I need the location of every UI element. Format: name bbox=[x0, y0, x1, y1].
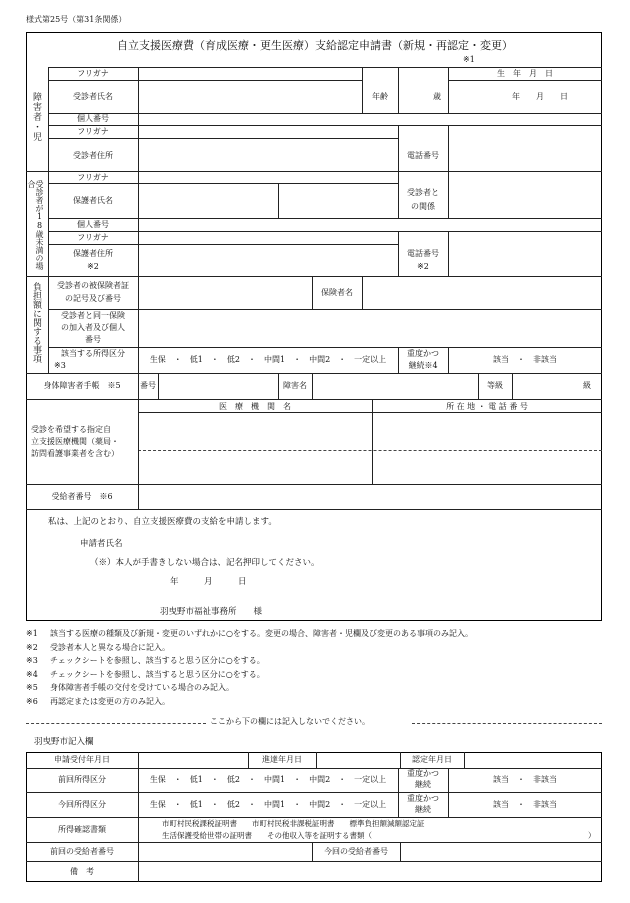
applicant-label: 申請者氏名 bbox=[80, 539, 123, 549]
note-mark: ※2 bbox=[26, 642, 38, 652]
patient-id-input[interactable] bbox=[139, 114, 601, 124]
recipient-label: 受給者番号 ※6 bbox=[51, 492, 113, 501]
progress-date-label: 進達年月日 bbox=[262, 755, 302, 764]
relation-label-1: 受診者と bbox=[407, 188, 439, 197]
separator-text: ここから下の欄には記入しないでください。 bbox=[210, 717, 370, 726]
seal-note: （※）本人が手書きしない場合は、記名押印してください。 bbox=[90, 558, 320, 568]
approval-date-label: 認定年月日 bbox=[412, 755, 452, 764]
institution-col-name: 医 療 機 関 名 bbox=[219, 402, 291, 411]
guardian-address-label: 保護者住所 bbox=[73, 249, 113, 258]
age-unit: 歳 bbox=[433, 92, 441, 101]
patient-name-input[interactable] bbox=[139, 81, 361, 112]
patient-id-label: 個人番号 bbox=[77, 114, 109, 123]
institution-name-input-2[interactable] bbox=[139, 451, 371, 483]
note-mark: ※6 bbox=[26, 696, 38, 706]
note-text: 受診者本人と異なる場合に記入。 bbox=[50, 642, 170, 652]
guardian-address-input[interactable] bbox=[139, 245, 397, 275]
curr-severe-options[interactable]: 該当 ・ 非該当 bbox=[493, 800, 557, 809]
guardian-side-label: 受診者が18歳未満の場合 bbox=[27, 180, 44, 270]
grade-unit: 級 bbox=[583, 381, 591, 390]
form-title: 自立支援医療費（育成医療・更生医療）支給認定申請書（新規・再認定・変更） bbox=[117, 39, 513, 52]
income-label-2: ※3 bbox=[54, 361, 66, 370]
prev-recipient-label: 前回の受給者番号 bbox=[50, 847, 114, 856]
note-mark: ※5 bbox=[26, 683, 38, 692]
patient-phone-input[interactable] bbox=[449, 126, 601, 170]
guardian-phone-note: ※2 bbox=[417, 262, 429, 271]
institution-address-input-2[interactable] bbox=[373, 451, 601, 483]
note-mark: ※4 bbox=[26, 669, 38, 679]
note-text: チェックシートを参照し、該当すると思う区分に○をする。 bbox=[50, 669, 265, 679]
note-text: チェックシートを参照し、該当すると思う区分に○をする。 bbox=[50, 656, 265, 665]
relation-label-2: の関係 bbox=[411, 202, 435, 211]
patient-address-furigana-label: フリガナ bbox=[77, 127, 109, 136]
patient-name-label: 受診者氏名 bbox=[73, 92, 113, 101]
institution-label-3: 訪問看護事業者を含む） bbox=[31, 449, 119, 458]
age-label: 年齢 bbox=[372, 92, 388, 101]
note-text: 該当する医療の種類及び新規・変更のいずれかに○をする。変更の場合、障害者・児欄及び変更のある事項のみ記入。 bbox=[50, 629, 473, 638]
income-options[interactable]: 生保 ・ 低1 ・ 低2 ・ 中間1 ・ 中間2 ・ 一定以上 bbox=[149, 355, 387, 364]
remarks-input[interactable] bbox=[139, 862, 601, 881]
institution-address-input-1[interactable] bbox=[373, 413, 601, 449]
grade-label: 等級 bbox=[487, 381, 503, 390]
curr-severe-2: 継続 bbox=[415, 805, 431, 814]
guardian-phone-label: 電話番号 bbox=[407, 249, 439, 258]
prev-income-options[interactable]: 生保 ・ 低1 ・ 低2 ・ 中間1 ・ 中間2 ・ 一定以上 bbox=[149, 775, 387, 784]
disability-input[interactable] bbox=[313, 374, 477, 398]
dob-value[interactable]: 年 月 日 bbox=[512, 92, 568, 101]
note-mark: ※3 bbox=[26, 656, 38, 665]
guardian-name-label: 保護者氏名 bbox=[73, 196, 113, 205]
disability-label: 障害名 bbox=[283, 381, 307, 390]
insurer-input[interactable] bbox=[363, 277, 601, 308]
burden-side-label: 負担額に関する事項 bbox=[31, 282, 41, 363]
curr-recipient-label: 今回の受給者番号 bbox=[324, 847, 388, 856]
note-mark: ※1 bbox=[26, 629, 38, 638]
income-docs-label: 所得確認書類 bbox=[58, 825, 106, 834]
applicant-name-input[interactable] bbox=[140, 535, 440, 551]
insurance-input[interactable] bbox=[139, 277, 311, 308]
declaration-date[interactable]: 年 月 日 bbox=[170, 577, 247, 587]
insurer-label: 保険者名 bbox=[321, 288, 353, 297]
patient-furigana-input[interactable] bbox=[139, 68, 361, 79]
guardian-id-label: 個人番号 bbox=[77, 220, 109, 229]
doc-line-1[interactable]: 市町村民税課税証明書 市町村民税非課税証明書 標準負担額減額認定証 bbox=[162, 819, 425, 828]
note-text: 身体障害者手帳の交付を受けている場合のみ記入。 bbox=[50, 683, 234, 692]
insurance-label-2: の記号及び番号 bbox=[65, 294, 121, 303]
institution-label-2: 立支援医療機関（薬局・ bbox=[31, 437, 119, 446]
prev-income-label: 前回所得区分 bbox=[58, 775, 106, 784]
note-text: 再認定または変更の方のみ記入。 bbox=[50, 696, 170, 706]
same-insurance-input[interactable] bbox=[139, 310, 601, 346]
guardian-name-input[interactable] bbox=[139, 184, 277, 217]
doc-close: ） bbox=[588, 831, 596, 840]
guardian-furigana-label: フリガナ bbox=[77, 173, 109, 182]
dob-header: 生 年 月 日 bbox=[497, 69, 553, 78]
curr-income-options[interactable]: 生保 ・ 低1 ・ 低2 ・ 中間1 ・ 中間2 ・ 一定以上 bbox=[149, 800, 387, 809]
addressee: 羽曳野市福祉事務所 様 bbox=[160, 607, 263, 617]
guardian-address-furigana-label: フリガナ bbox=[77, 233, 109, 242]
office-heading: 羽曳野市記入欄 bbox=[34, 737, 94, 747]
prev-recipient-input[interactable] bbox=[139, 843, 311, 860]
handbook-number-label: 番号 bbox=[140, 381, 156, 390]
same-insurance-2: の加入者及び個人 bbox=[61, 323, 125, 332]
severe-label-1: 重度かつ bbox=[407, 349, 439, 358]
approval-date-input[interactable] bbox=[465, 753, 601, 767]
curr-recipient-input[interactable] bbox=[401, 843, 601, 860]
guardian-address-note: ※2 bbox=[87, 262, 99, 271]
same-insurance-3: 番号 bbox=[85, 335, 101, 344]
patient-furigana-label: フリガナ bbox=[77, 69, 109, 78]
insurance-label-1: 受診者の被保険者証 bbox=[57, 281, 129, 290]
relation-input[interactable] bbox=[449, 172, 601, 217]
guardian-id-input[interactable] bbox=[139, 219, 601, 230]
title-note: ※1 bbox=[463, 55, 475, 64]
prev-severe-1: 重度かつ bbox=[407, 769, 439, 778]
handbook-label: 身体障害者手帳 ※5 bbox=[43, 381, 121, 390]
declaration-statement: 私は、上記のとおり、自立支援医療費の支給を申請します。 bbox=[48, 517, 277, 527]
patient-phone-label: 電話番号 bbox=[407, 151, 439, 160]
guardian-phone-input[interactable] bbox=[449, 232, 601, 275]
age-input[interactable] bbox=[399, 68, 433, 112]
handbook-number-input[interactable] bbox=[159, 374, 277, 398]
doc-line-2[interactable]: 生活保護受給世帯の証明書 その他収入等を証明する書類（ bbox=[162, 831, 372, 840]
curr-income-label: 今回所得区分 bbox=[58, 800, 106, 809]
prev-severe-2: 継続 bbox=[415, 780, 431, 789]
curr-severe-1: 重度かつ bbox=[407, 794, 439, 803]
same-insurance-1: 受診者と同一保険 bbox=[61, 311, 125, 320]
received-date-label: 申請受付年月日 bbox=[54, 755, 110, 764]
patient-address-label: 受診者住所 bbox=[73, 151, 113, 160]
remarks-label: 備 考 bbox=[70, 867, 94, 876]
income-label-1: 該当する所得区分 bbox=[61, 349, 125, 358]
received-date-input[interactable] bbox=[139, 753, 247, 767]
patient-side-label: 障害者・児 bbox=[31, 92, 41, 142]
institution-col-address: 所 在 地 ・ 電 話 番 号 bbox=[446, 402, 528, 411]
institution-label-1: 受診を希望する指定自 bbox=[31, 425, 111, 434]
patient-address-input[interactable] bbox=[139, 139, 397, 170]
severe-options[interactable]: 該当 ・ 非該当 bbox=[493, 355, 557, 364]
severe-label-2: 継続※4 bbox=[408, 361, 438, 370]
prev-severe-options[interactable]: 該当 ・ 非該当 bbox=[493, 775, 557, 784]
institution-name-input-1[interactable] bbox=[139, 413, 371, 449]
form-code: 様式第25号（第31条関係） bbox=[26, 15, 127, 24]
recipient-input[interactable] bbox=[139, 485, 601, 508]
progress-date-input[interactable] bbox=[317, 753, 399, 767]
